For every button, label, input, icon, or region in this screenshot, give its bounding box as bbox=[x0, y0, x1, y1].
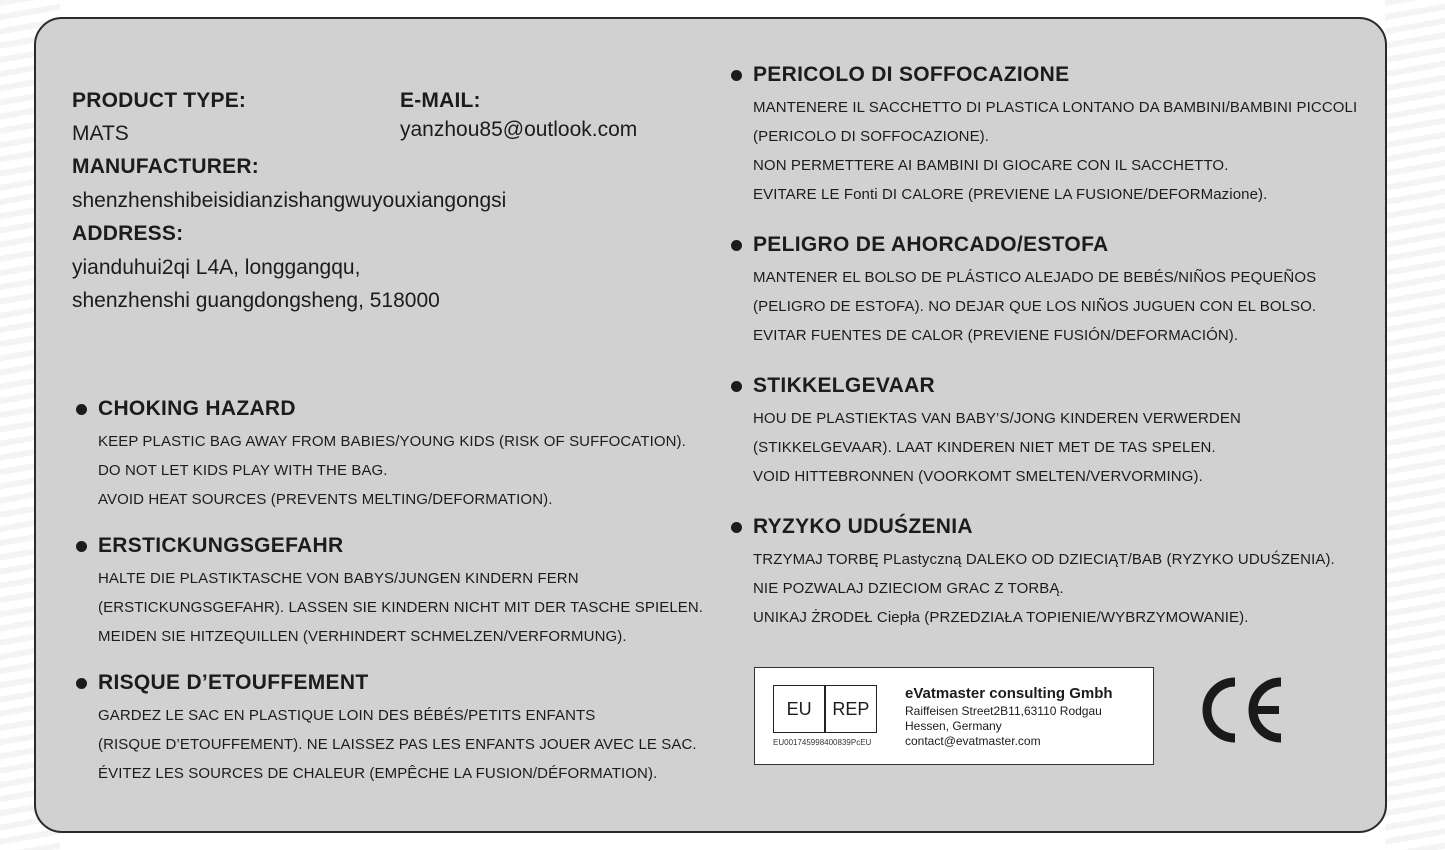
warning-line: KEEP PLASTIC BAG AWAY FROM BABIES/YOUNG KIDS (RISK OF SUFFOCATION). bbox=[98, 433, 686, 450]
bullet-dot-icon bbox=[76, 541, 87, 552]
eu-rep-company: eVatmaster consulting Gmbh bbox=[905, 685, 1113, 702]
warning-section-en bbox=[98, 397, 686, 514]
warning-line: GARDEZ LE SAC EN PLASTIQUE LOIN DES BÉBÉS/PETITS ENFANTS bbox=[98, 707, 596, 724]
address-label: ADDRESS: bbox=[72, 222, 184, 245]
eu-rep-box bbox=[754, 667, 1154, 765]
bullet-dot-icon bbox=[731, 381, 742, 392]
warning-title: RISQUE D’ETOUFFEMENT bbox=[98, 671, 369, 694]
warning-title: PELIGRO DE AHORCADO/ESTOFA bbox=[753, 233, 1109, 256]
product-type-value: MATS bbox=[72, 122, 129, 145]
rep-badge-text: REP bbox=[832, 698, 870, 719]
address-line-1: yianduhui2qi L4A, longgangqu, bbox=[72, 256, 361, 279]
bullet-dot-icon bbox=[731, 240, 742, 251]
warning-title: RYZYKO UDUŚZENIA bbox=[753, 515, 973, 538]
warning-line: (PELIGRO DE ESTOFA). NO DEJAR QUE LOS NIÑOS JUGUEN CON EL BOLSO. bbox=[753, 298, 1317, 315]
email-value: yanzhou85@outlook.com bbox=[400, 118, 638, 141]
eu-rep-street: Raiffeisen Street2B11,63110 Rodgau bbox=[905, 704, 1102, 718]
manufacturer-label: MANUFACTURER: bbox=[72, 155, 259, 178]
warning-line: DO NOT LET KIDS PLAY WITH THE BAG. bbox=[98, 462, 388, 479]
ce-mark-icon bbox=[1195, 674, 1287, 746]
bullet-dot-icon bbox=[731, 522, 742, 533]
email-label: E-MAIL: bbox=[400, 89, 481, 112]
address-line-2: shenzhenshi guangdongsheng, 518000 bbox=[72, 289, 440, 312]
warning-title: STIKKELGEVAAR bbox=[753, 374, 936, 397]
warning-line: HALTE DIE PLASTIKTASCHE VON BABYS/JUNGEN KINDERN FERN bbox=[98, 570, 579, 587]
warning-line: EVITAR FUENTES DE CALOR (PREVIENE FUSIÓN/DEFORMACIÓN). bbox=[753, 327, 1239, 344]
eu-rep-contact: contact@evatmaster.com bbox=[905, 734, 1041, 748]
warning-section-fr bbox=[98, 671, 697, 788]
warning-title: CHOKING HAZARD bbox=[98, 397, 296, 420]
warning-line: (ERSTICKUNGSGEFAHR). LASSEN SIE KINDERN NICHT MIT DER TASCHE SPIELEN. bbox=[98, 599, 704, 616]
warning-section-nl bbox=[753, 374, 1241, 491]
warning-line: MANTENERE IL SACCHETTO DI PLASTICA LONTANO DA BAMBINI/BAMBINI PICCOLI bbox=[753, 99, 1358, 116]
eu-badge-text: EU bbox=[786, 698, 812, 719]
warning-line: AVOID HEAT SOURCES (PREVENTS MELTING/DEFORMATION). bbox=[98, 491, 553, 508]
bullet-dot-icon bbox=[76, 404, 87, 415]
warning-line: ÉVITEZ LES SOURCES DE CHALEUR (EMPÊCHE LA FUSION/DÉFORMATION). bbox=[98, 765, 658, 782]
warning-line: (PERICOLO DI SOFFOCAZIONE). bbox=[753, 128, 990, 145]
warning-line: (RISQUE D’ETOUFFEMENT). NE LAISSEZ PAS LES ENFANTS JOUER AVEC LE SAC. bbox=[98, 736, 697, 753]
warning-line: NIE POZWALAJ DZIECIOM GRAC Z TORBĄ. bbox=[753, 580, 1064, 597]
warning-line: HOU DE PLASTIEKTAS VAN BABY’S/JONG KINDEREN VERWERDEN bbox=[753, 410, 1241, 427]
manufacturer-value: shenzhenshibeisidianzishangwuyouxiangongsi bbox=[72, 189, 507, 212]
warning-section-it bbox=[753, 63, 1357, 209]
product-type-label: PRODUCT TYPE: bbox=[72, 89, 247, 112]
bullet-dot-icon bbox=[76, 678, 87, 689]
warning-line: MEIDEN SIE HITZEQUILLEN (VERHINDERT SCHMELZEN/VERFORMUNG). bbox=[98, 628, 627, 645]
warning-section-pl bbox=[753, 515, 1335, 632]
eu-rep-badge bbox=[773, 685, 877, 733]
warning-line: MANTENER EL BOLSO DE PLÁSTICO ALEJADO DE BEBÉS/NIÑOS PEQUEÑOS bbox=[753, 269, 1317, 286]
eu-rep-region: Hessen, Germany bbox=[905, 719, 1002, 733]
warning-section-es bbox=[753, 233, 1316, 350]
warning-line: NON PERMETTERE AI BAMBINI DI GIOCARE CON IL SACCHETTO. bbox=[753, 157, 1229, 174]
eu-rep-code: EU001745998400839PcEU bbox=[773, 738, 872, 747]
warning-section-de bbox=[98, 534, 703, 651]
background-texture-right bbox=[1385, 0, 1445, 850]
bullet-dot-icon bbox=[731, 70, 742, 81]
warning-title: ERSTICKUNGSGEFAHR bbox=[98, 534, 344, 557]
warning-line: VOID HITTEBRONNEN (VOORKOMT SMELTEN/VERVORMING). bbox=[753, 468, 1203, 485]
warning-line: EVITARE LE Fonti DI CALORE (PREVIENE LA FUSIONE/DEFORMazione). bbox=[753, 186, 1268, 203]
warning-title: PERICOLO DI SOFFOCAZIONE bbox=[753, 63, 1070, 86]
warning-line: (STIKKELGEVAAR). LAAT KINDEREN NIET MET DE TAS SPELEN. bbox=[753, 439, 1216, 456]
warning-line: TRZYMAJ TORBĘ PLastyczną DALEKO OD DZIECIĄT/BAB (RYZYKO UDUŚZENIA). bbox=[753, 551, 1335, 568]
warning-line: UNIKAJ ŻRODEŁ Ciepła (PRZEDZIAŁA TOPIENIE/WYBRZYMOWANIE). bbox=[753, 609, 1249, 626]
